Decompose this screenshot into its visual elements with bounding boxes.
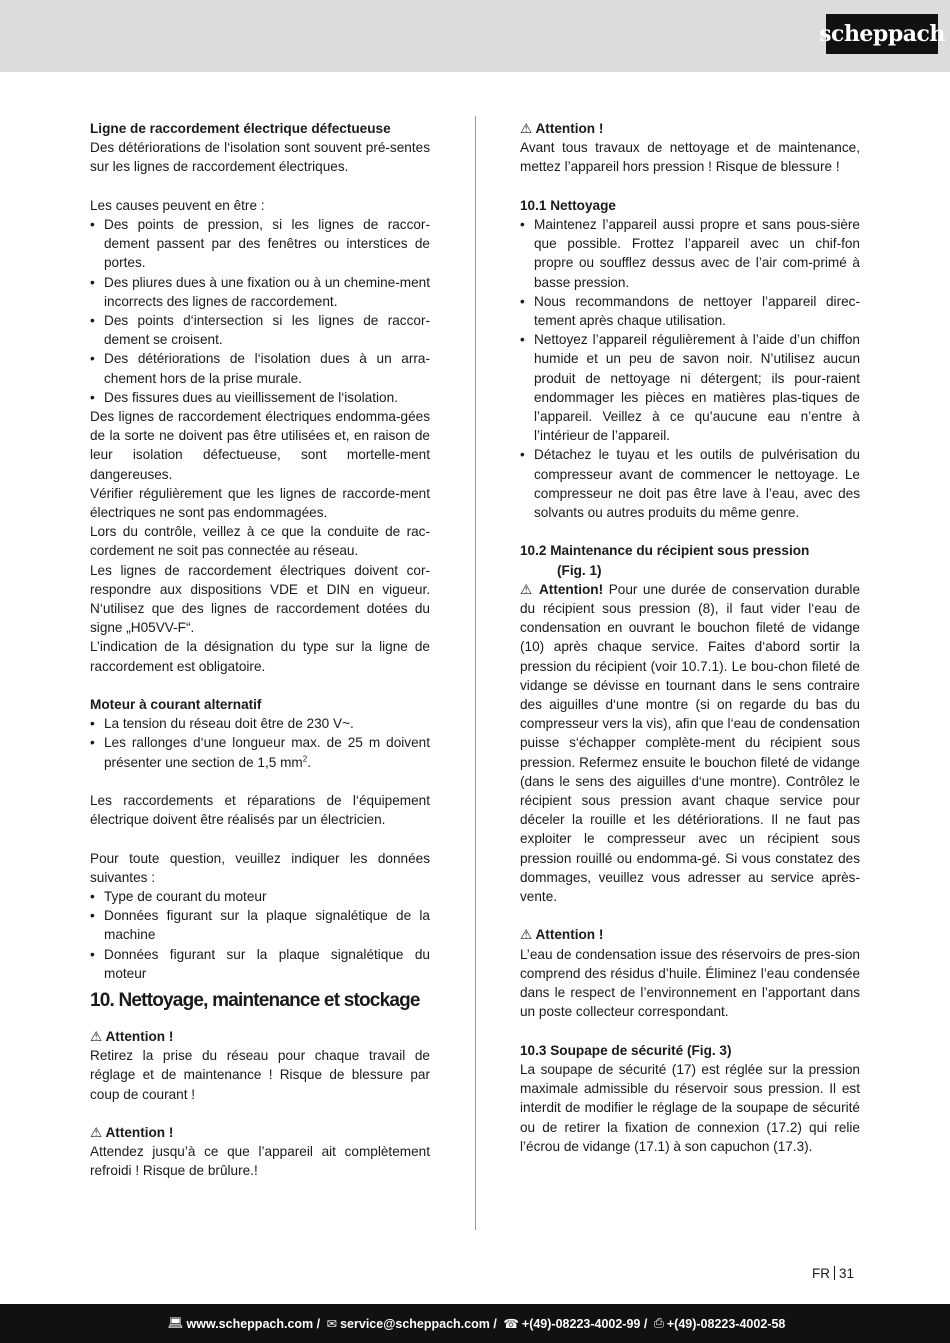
- section-title: Ligne de raccordement électrique défectueuse: [90, 121, 391, 136]
- list-item: • Type de courant du moteur: [90, 887, 430, 906]
- warning-title: ⚠ Attention !: [520, 927, 604, 943]
- paragraph: La soupape de sécurité (17) est réglée sur la pression maximale admissible du réservoir sous pression. Il est interdit de modifier le réglage de la soupape de sécurité ou de retirer la fixation de connexion (17.2) qui relie l’écrou de vidange (17.1) à son capuchon (17.3).: [520, 1061, 860, 1154]
- list-item: • Des fissures dues au vieillissement de l‘isolation.: [90, 388, 430, 407]
- paragraph: Attendez jusqu’à ce que l’appareil ait complètement refroidi ! Risque de brûlure.!: [90, 1144, 430, 1179]
- list-item: • Détachez le tuyau et les outils de pulvérisation du compresseur avant de commencer le nettoyage. Le compresseur ne doit pas être lave à l’eau, avec des solvants ou autres produits du même genre.: [520, 445, 860, 522]
- paragraph: Des détériorations de l‘isolation sont souvent pré-sentes sur les lignes de raccordement électriques.: [90, 140, 430, 175]
- left-column: [90, 119, 430, 1181]
- section-title: 10.1 Nettoyage: [520, 197, 616, 213]
- list-item: • Les rallonges d‘une longueur max. de 25 m doivent présenter une section de 1,5 $mm^2$.: [90, 733, 430, 771]
- paragraph: Pour toute question, veuillez indiquer les données suivantes :: [90, 850, 430, 885]
- list-item: • Nettoyez l’appareil régulièrement à l’aide d’un chiffon humide et un peu de savon noir. N’utilisez aucun produit de nettoyage ni détergent; ils pour-raient endommager les pièces en matières plas-tiques de l’appareil. Veillez à ce qu’aucune eau n’entre à l’intérieur de l’appareil.: [520, 330, 860, 445]
- footer-bar: 💻︎ www.scheppach.com / ✉ service@scheppach.com / ☎ +(49)-08223-4002-99 / ⎙ +(49)-08223-4002-58: [0, 1304, 950, 1343]
- email-link[interactable]: service@scheppach.com: [340, 1316, 490, 1331]
- paragraph: Avant tous travaux de nettoyage et de maintenance, mettez l’appareil hors pression ! Risque de blessure !: [520, 140, 860, 175]
- paragraph: Les raccordements et réparations de l‘équipement électrique doivent être réalisés par un électricien.: [90, 793, 430, 828]
- list-item: • La tension du réseau doit être de 230 V~.: [90, 714, 430, 733]
- warning-icon: ⚠: [90, 1125, 103, 1141]
- warning-title: ⚠ Attention !: [90, 1029, 174, 1045]
- paragraph: Retirez la prise du réseau pour chaque travail de réglage et de maintenance ! Risque de blessure par coup de courant !: [90, 1048, 430, 1102]
- list-item: • Des points de pression, si les lignes de raccor-dement passent par des fenêtres ou interstices de portes.: [90, 215, 430, 273]
- section-title-continued: (Fig. 1): [557, 562, 602, 578]
- phone-number: +(49)-08223-4002-99: [521, 1316, 641, 1331]
- paragraph: Vérifier régulièrement que les lignes de raccorde-ment électriques ne sont pas endommagées.: [90, 485, 430, 521]
- list-item: • Données figurant sur la plaque signalétique de la machine: [90, 906, 430, 944]
- paragraph: Des lignes de raccordement électriques endomma-gées de la sorte ne doivent pas être utilisées et, en raison de leur isolation défectueuse, sont mortelle-ment dangereuses.: [90, 409, 430, 482]
- section-title: 10.3 Soupape de sécurité (Fig. 3): [520, 1042, 732, 1058]
- list-item: • Des pliures dues à une fixation ou à un chemine-ment incorrects des lignes de raccordement.: [90, 273, 430, 311]
- column-divider: [475, 116, 476, 1230]
- header-bar: [0, 0, 950, 72]
- paragraph: L’indication de la désignation du type sur la ligne de raccordement est obligatoire.: [90, 639, 430, 674]
- fax-number: +(49)-08223-4002-58: [666, 1316, 786, 1331]
- chapter-heading: 10. Nettoyage, maintenance et stockage: [90, 990, 420, 1012]
- scheppach-logo: scheppach: [826, 14, 938, 54]
- warning-icon: ⚠: [520, 121, 533, 136]
- page-number: FR 31: [812, 1266, 855, 1281]
- list-item: • Données figurant sur la plaque signalétique du moteur: [90, 945, 430, 983]
- section-title: Moteur à courant alternatif: [90, 697, 262, 713]
- warning-icon: ⚠: [90, 1029, 103, 1045]
- phone-icon: ☎: [503, 1317, 519, 1331]
- fax-icon: ⎙: [653, 1316, 664, 1330]
- warning-title: ⚠ Attention !: [90, 1125, 174, 1141]
- paragraph: Lors du contrôle, veillez à ce que la conduite de rac-cordement ne soit pas connectée au réseau.: [90, 524, 430, 559]
- section-title: 10.2 Maintenance du récipient sous pression: [520, 543, 810, 559]
- paragraph: Les lignes de raccordement électriques doivent cor-respondre aux dispositions VDE et DIN en vigueur. N‘utilisez que des lignes de raccordement dotées du signe „H05VV-F“.: [90, 562, 430, 636]
- computer-icon: 💻︎: [167, 1316, 184, 1330]
- warning-title: ⚠ Attention !: [520, 121, 604, 136]
- paragraph: Les causes peuvent en être :: [90, 197, 265, 213]
- paragraph: ⚠ Attention! Pour une durée de conservation durable du récipient sous pression (8), il faut vider l‘eau de condensation en ouvrant le bouchon fileté de vidange (10) après chaque service. Faites d‘abord sortir la pression du récipient (voir 10.7.1). Le bou-chon fileté de vidange se dévisse en tournant dans le sens contraire des aiguilles d‘une montre (si on regarde du bas du compresseur vers la vis), afin que l‘eau de condensation puisse s‘échapper complète-ment du récipient sous pression. Refermez ensuite le bouchon fileté de vidange (dans le sens des aiguilles d‘une montre). Contrôlez le récipient sous pression avant chaque service pour déceler la rouille et les détériorations. Il ne faut pas exploiter le compresseur avec un récipient sous pression rouillé ou endomma-gé. Si vous constatez des dommages, veuillez vous adresser au service après-vente.: [520, 581, 861, 905]
- paragraph: L’eau de condensation issue des réservoirs de pres-sion comprend des résidus d’huile. Éliminez l’eau condensée dans le respect de l’environnement en l’apportant dans un poste collecteur correspondant.: [520, 946, 860, 1020]
- list-item: • Maintenez l’appareil aussi propre et sans pous-sière que possible. Frottez l’appareil avec un chif-fon propre ou soufflez dessus avec de l’air com-primé à basse pression.: [520, 215, 860, 292]
- right-column: [520, 119, 860, 1156]
- warning-icon: ⚠: [520, 927, 533, 943]
- list-item: • Des détériorations de l‘isolation dues à un arra-chement hors de la prise murale.: [90, 349, 430, 387]
- website-link[interactable]: www.scheppach.com: [186, 1316, 314, 1331]
- warning-icon: ⚠: [520, 581, 534, 597]
- list-item: • Nous recommandons de nettoyer l’appareil direc-tement après chaque utilisation.: [520, 292, 860, 330]
- email-icon: ✉: [326, 1317, 338, 1331]
- list-item: • Des points d‘intersection si les lignes de raccor-dement se croisent.: [90, 311, 430, 349]
